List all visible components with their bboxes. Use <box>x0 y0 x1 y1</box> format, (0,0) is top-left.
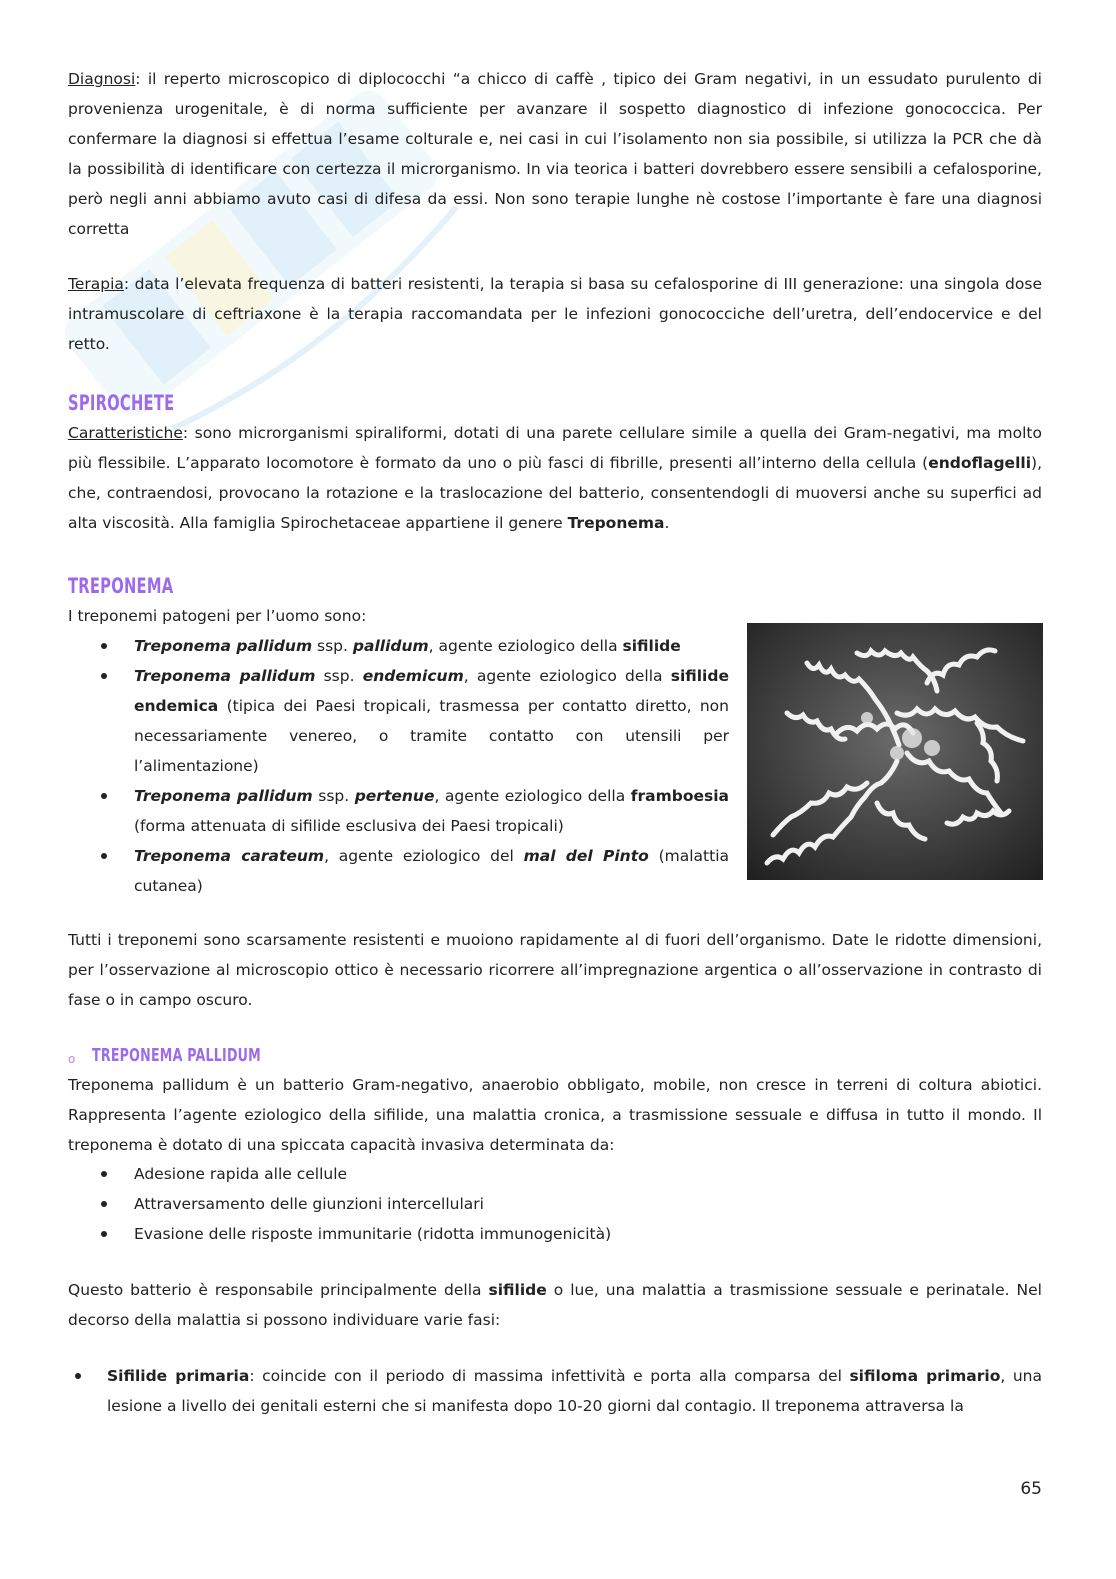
pallidum-invasiveness-list <box>134 1159 1034 1249</box>
terapia-paragraph <box>68 269 1042 359</box>
treponema-term: Treponema <box>567 514 665 532</box>
spirochete-heading: SPIROCHETE <box>68 391 175 415</box>
treponema-pallidum-heading: TREPONEMA PALLIDUM <box>92 1045 261 1066</box>
spirochete-paragraph <box>68 418 1042 538</box>
treponema-intro: I treponemi patogeni per l’uomo sono: <box>68 607 367 625</box>
spirochete-text-1: : sono microrganismi spiraliformi, dotati di una parete cellulare simile a quella dei Gram-negativi, ma molto più flessibile. L’apparato locomotore è formato da uno o più fasci di fibrille, presenti all’interno della cellula ( <box>68 424 1042 472</box>
pallidum-paragraph: Treponema pallidum è un batterio Gram-negativo, anaerobio obbligato, mobile, non cresce in terreni di coltura abiotici. Rappresenta l’agente eziologico della sifilide, una malattia cronica, a trasmissione sessuale e diffusa in tutto il mondo. Il treponema è dotato di una spiccata capacità invasiva determinata da: <box>68 1076 1042 1154</box>
treponema-species-list <box>134 631 729 901</box>
treponema-micrograph-image <box>747 623 1043 880</box>
endoflagelli-term: endoflagelli <box>928 454 1032 472</box>
list-item: Treponema pallidum ssp. endemicum, agente eziologico della sifilide endemica (tipica dei Paesi tropicali, trasmessa per contatto diretto, non necessariamente venereo, o tramite contatto con utensili per l’alimentazione) <box>134 661 729 781</box>
list-item: Attraversamento delle giunzioni intercellulari <box>134 1189 1034 1219</box>
diagnosi-label: Diagnosi <box>68 70 136 88</box>
list-item: Treponema carateum, agente eziologico del mal del Pinto (malattia cutanea) <box>134 841 729 901</box>
heading-bullet: o <box>68 1052 76 1066</box>
terapia-text: : data l’elevata frequenza di batteri resistenti, la terapia si basa su cefalosporine di III generazione: una singola dose intramuscolare di ceftriaxone è la terapia raccomandata per le infezioni gonococciche dell’uretra, dell’endocervice e del retto. <box>68 275 1042 353</box>
treponema-outro: Tutti i treponemi sono scarsamente resistenti e muoiono rapidamente al di fuori dell’organismo. Date le ridotte dimensioni, per l’osservazione al microscopio ottico è necessario ricorrere all’impregnazione argentica o all’osservazione in contrasto di fase o in campo oscuro. <box>68 931 1042 1009</box>
caratteristiche-label: Caratteristiche <box>68 424 183 442</box>
sifilide-phases-list <box>107 1361 1042 1421</box>
list-item: Treponema pallidum ssp. pertenue, agente eziologico della framboesia (forma attenuata di sifilide esclusiva dei Paesi tropicali) <box>134 781 729 841</box>
list-item: Adesione rapida alle cellule <box>134 1159 1034 1189</box>
spirochete-text-3: . <box>664 514 670 532</box>
sifilide-term: sifilide <box>488 1281 547 1299</box>
sifilide-paragraph: Questo batterio è responsabile principalmente della sifilide o lue, una malattia a trasmissione sessuale e perinatale. Nel decorso della malattia si possono individuare varie fasi: <box>68 1281 1042 1329</box>
treponema-heading: TREPONEMA <box>68 574 174 598</box>
spirochete-text-2: ), che, contraendosi, provocano la rotazione e la traslocazione del batterio, consentendogli di muoversi anche su superfici ad alta viscosità. Alla famiglia Spirochetaceae appartiene il genere <box>68 454 1042 532</box>
list-item: Evasione delle risposte immunitarie (ridotta immunogenicità) <box>134 1219 1034 1249</box>
diagnosi-paragraph <box>68 64 1042 244</box>
terapia-label: Terapia <box>68 275 124 293</box>
list-item: Treponema pallidum ssp. pallidum, agente eziologico della sifilide <box>134 631 729 661</box>
page-number: 65 <box>1020 1479 1042 1499</box>
diagnosi-text: : il reperto microscopico di diplococchi “a chicco di caffè , tipico dei Gram negativi, in un essudato purulento di provenienza urogenitale, è di norma sufficiente per avanzare il sospetto diagnostico di infezione gonococcica. Per confermare la diagnosi si effettua l’esame colturale e, nei casi in cui l’isolamento non sia possibile, si utilizza la PCR che dà la possibilità di identificare con certezza il microrganismo. In via teorica i batteri dovrebbero essere sensibili a cefalosporine, però negli anni abbiamo avuto casi di difesa da essi. Non sono terapie lunghe nè costose l’importante è fare una diagnosi corretta <box>68 70 1042 238</box>
list-item: Sifilide primaria: coincide con il periodo di massima infettività e porta alla comparsa del sifiloma primario, una lesione a livello dei genitali esterni che si manifesta dopo 10-20 giorni dal contagio. Il treponema attraversa la <box>107 1361 1042 1421</box>
